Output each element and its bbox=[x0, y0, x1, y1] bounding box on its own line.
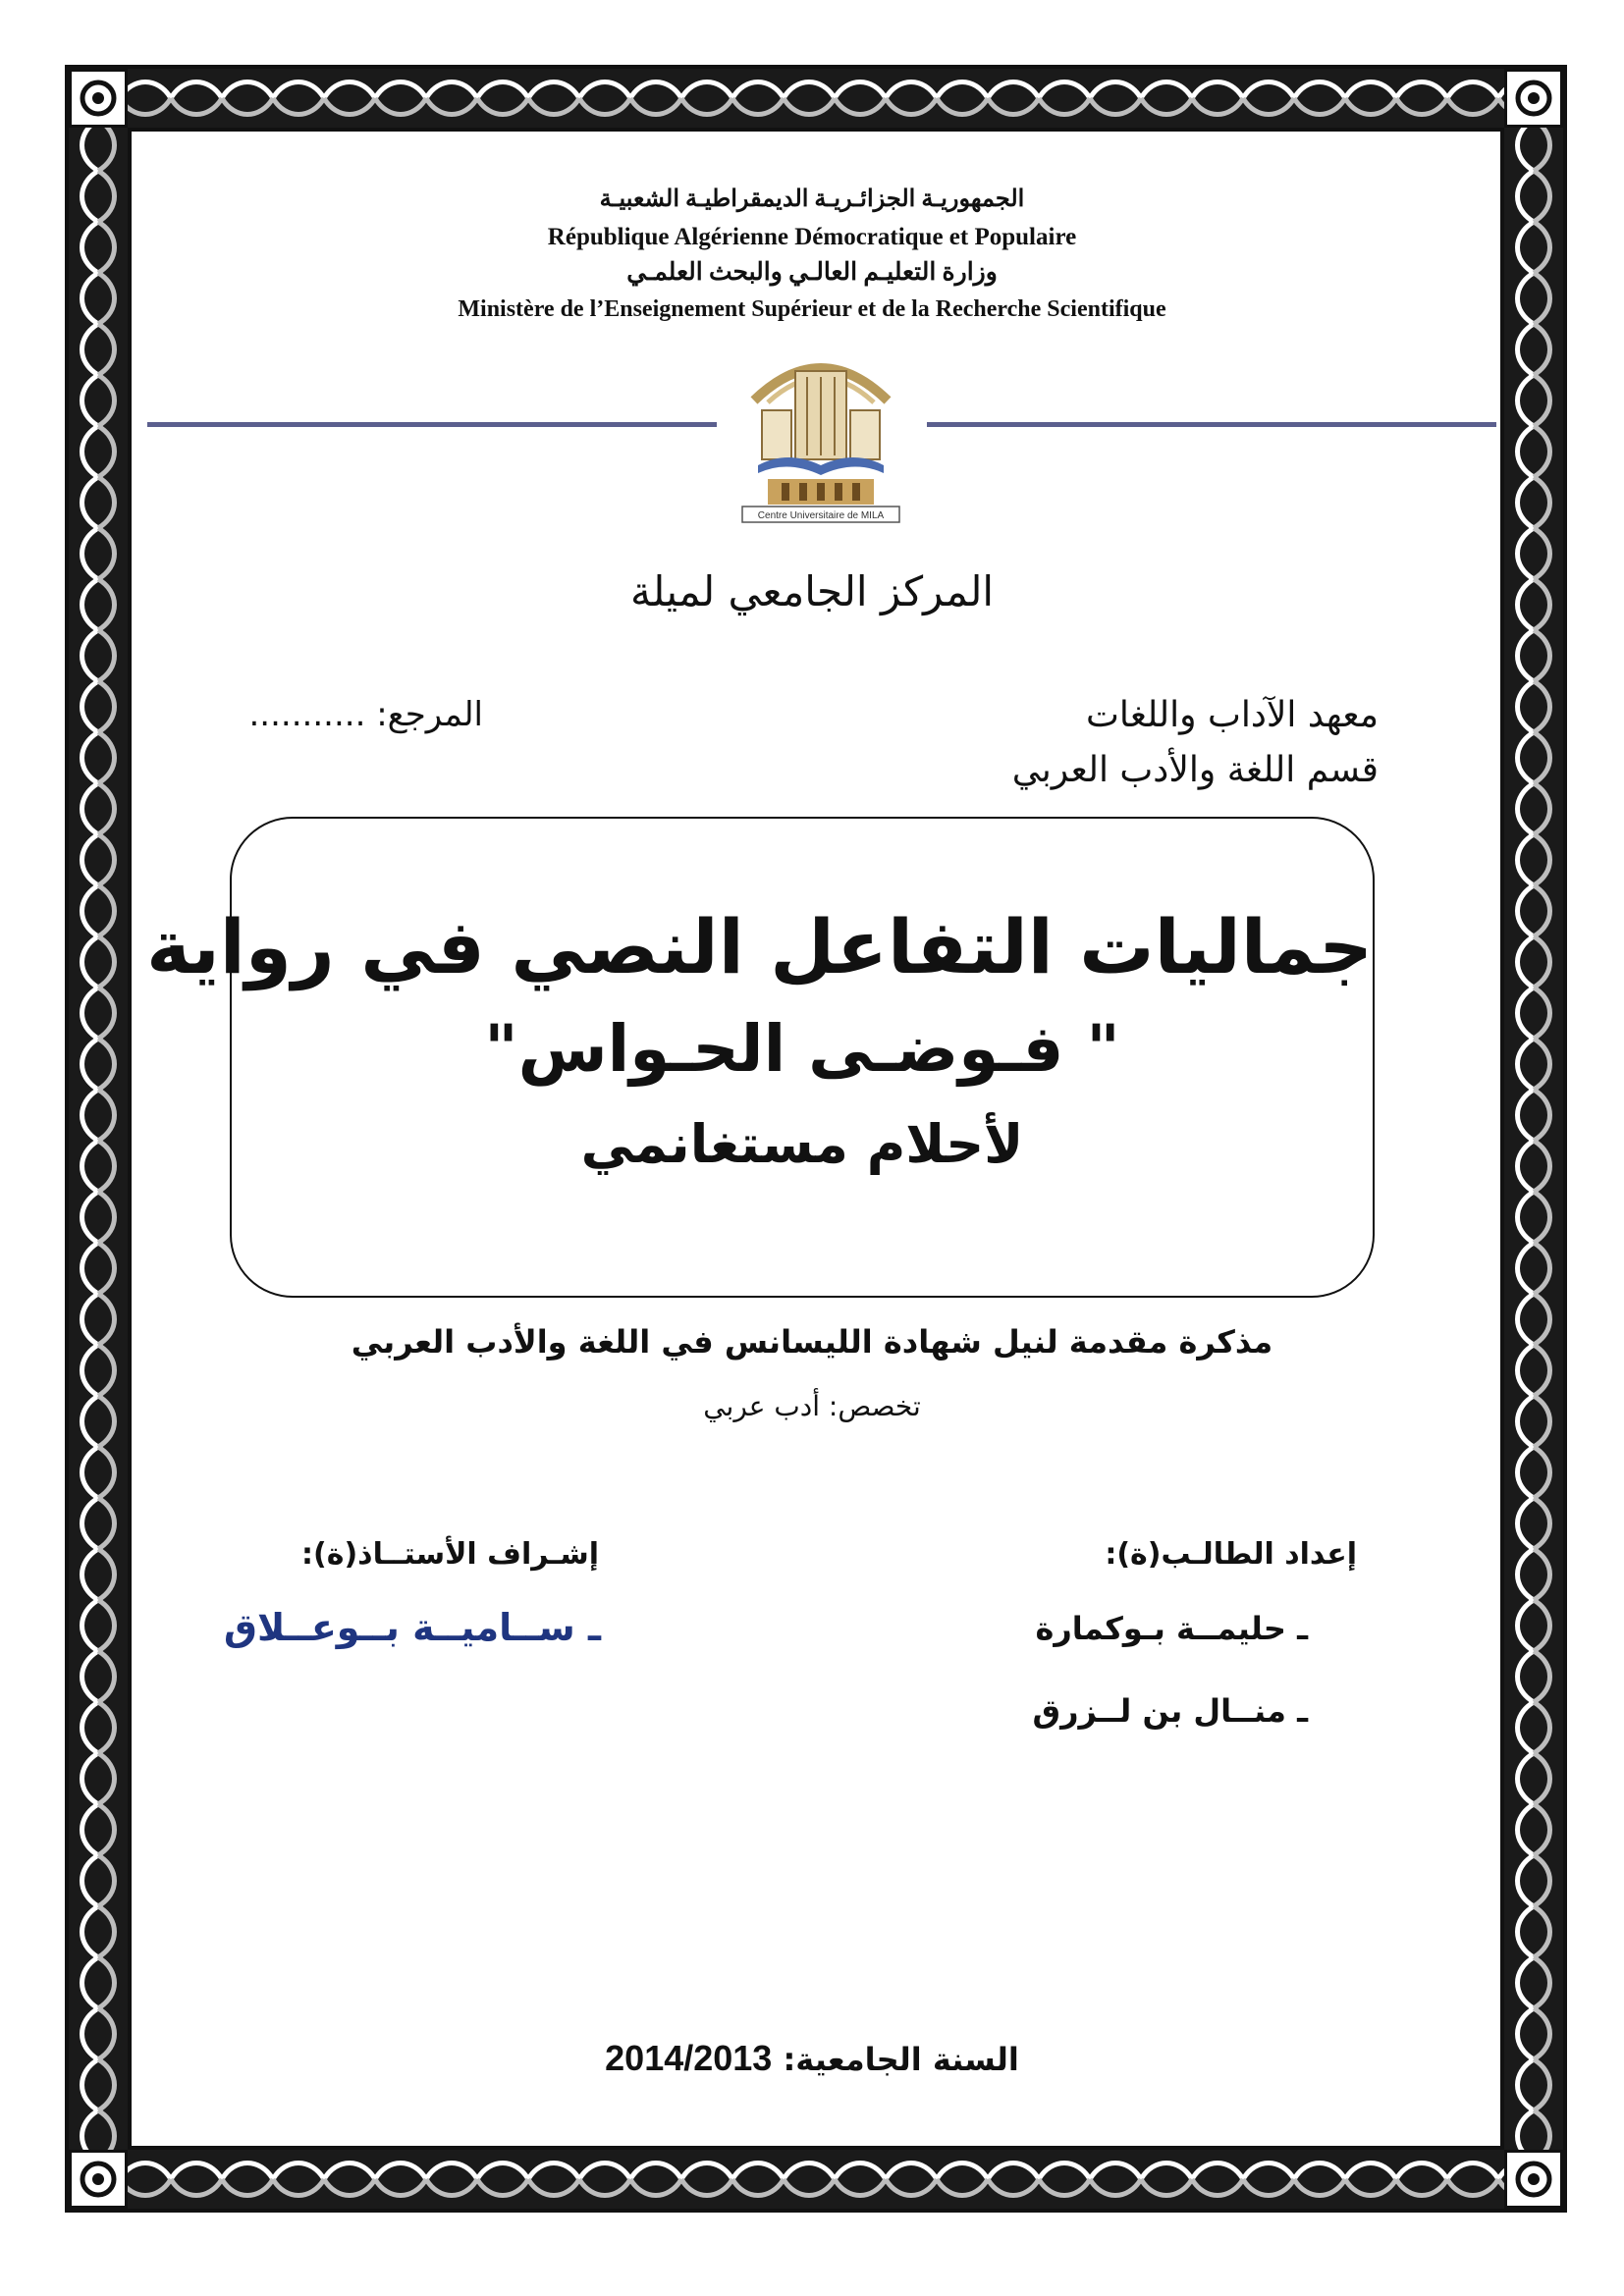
academic-year-label: السنة الجامعية: bbox=[783, 2041, 1019, 2078]
ornamental-border-right bbox=[1504, 69, 1563, 2209]
institute-name: معهد الآداب واللغات bbox=[1086, 695, 1379, 735]
specialty-value: أدب عربي bbox=[703, 1390, 820, 1422]
academic-year bbox=[0, 2038, 1624, 2079]
thesis-title-line-1: جماليات التفاعل النصي في رواية bbox=[146, 903, 1373, 990]
corner-ring-icon bbox=[1504, 2150, 1563, 2209]
student-name: ـ منــال بن لــزرق bbox=[1032, 1692, 1308, 1730]
supervisor-name: ـ ســاميــة بــوعــلاق bbox=[224, 1606, 601, 1649]
memo-statement: مذكرة مقدمة لنيل شهادة الليسانس في اللغة والأدب العربي bbox=[351, 1323, 1273, 1361]
corner-ring-icon bbox=[69, 2150, 128, 2209]
supervisor-label: إشـراف الأستــاذ(ة): bbox=[301, 1537, 599, 1572]
thesis-title-line-2: " فـوضـى الحـواس" bbox=[484, 1011, 1120, 1087]
ornamental-border-bottom bbox=[69, 2150, 1563, 2209]
corner-ring-icon bbox=[1504, 69, 1563, 128]
ornamental-border-top bbox=[69, 69, 1563, 128]
ministry-name-arabic: وزارة التعليـم العالـي والبحث العلمـي bbox=[626, 259, 998, 286]
thesis-title-author: لأحلام مستغانمي bbox=[580, 1113, 1024, 1175]
academic-year-value: 2014/2013 bbox=[605, 2038, 773, 2078]
logo-caption: Centre Universitaire de MILA bbox=[757, 510, 885, 521]
republic-name-arabic: الجمهوريـة الجزائـريـة الديمقراطيـة الشعبيـة bbox=[599, 187, 1025, 212]
specialty-line bbox=[0, 1390, 1624, 1422]
reference-field bbox=[249, 695, 484, 734]
header-divider-left bbox=[147, 422, 717, 427]
specialty-label: تخصص: bbox=[828, 1390, 921, 1422]
ministry-name-french: Ministère de l’Enseignement Supérieur et de la Recherche Scientifique bbox=[458, 296, 1166, 322]
students-label: إعداد الطالـب(ة): bbox=[1105, 1537, 1357, 1572]
reference-label: المرجع: bbox=[376, 695, 483, 734]
corner-ring-icon bbox=[69, 69, 128, 128]
department-name: قسم اللغة والأدب العربي bbox=[1011, 750, 1379, 790]
header-divider-right bbox=[927, 422, 1496, 427]
student-name: ـ حليمــة بـوكمارة bbox=[1035, 1610, 1308, 1647]
republic-name-french: République Algérienne Démocratique et Populaire bbox=[547, 224, 1077, 250]
university-logo bbox=[738, 342, 903, 524]
thesis-title-box bbox=[146, 817, 1375, 1298]
reference-value: ........... bbox=[248, 695, 366, 734]
university-center-name: المركز الجامعي لميلة bbox=[629, 567, 995, 615]
ornamental-border-left bbox=[69, 69, 128, 2209]
